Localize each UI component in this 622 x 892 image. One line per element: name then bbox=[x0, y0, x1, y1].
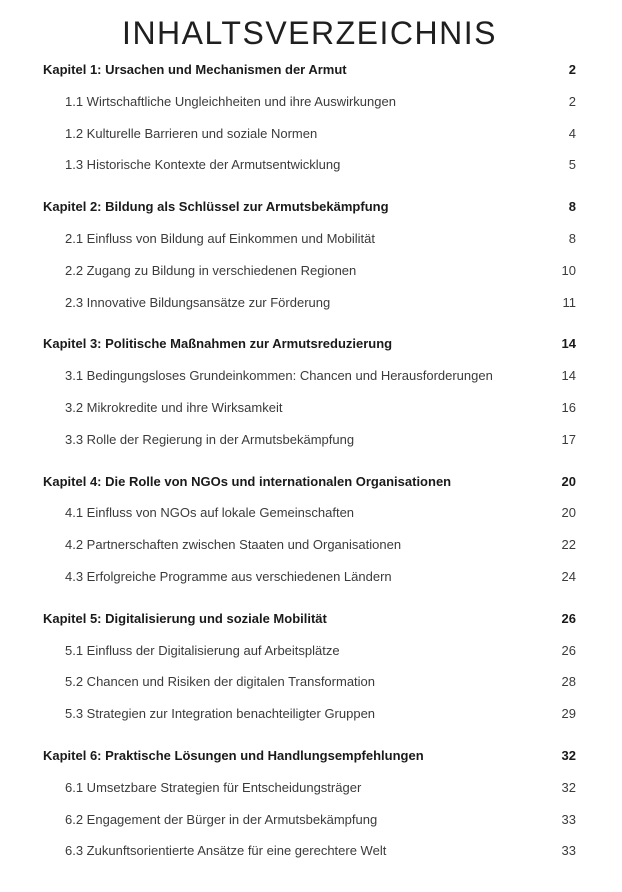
toc-entry-page-number: 5 bbox=[568, 157, 576, 173]
toc-entry-label: 3.3 Rolle der Regierung in der Armutsbekämpfung bbox=[65, 431, 355, 447]
toc-entry-page-number: 24 bbox=[561, 568, 576, 584]
toc-entry-row bbox=[43, 835, 576, 867]
toc-chapter-label: Kapitel 5: Digitalisierung und soziale Mobilität bbox=[43, 610, 327, 626]
page-title: INHALTSVERZEICHNIS bbox=[122, 15, 497, 51]
toc-entry-row bbox=[43, 804, 576, 836]
toc-chapter-page-number: 32 bbox=[561, 747, 576, 763]
toc-entry-row bbox=[43, 392, 576, 424]
toc-entry-page-number: 2 bbox=[568, 93, 576, 109]
toc-entry-label: 6.1 Umsetzbare Strategien für Entscheidungsträger bbox=[65, 779, 362, 795]
toc-section bbox=[43, 603, 576, 730]
toc-entry-page-number: 11 bbox=[562, 294, 576, 310]
toc-chapter-page-number: 2 bbox=[568, 62, 576, 77]
toc-page bbox=[0, 13, 622, 892]
toc-entry-label: 6.3 Zukunftsorientierte Ansätze für eine gerechtere Welt bbox=[65, 843, 387, 859]
toc-chapter-row bbox=[43, 466, 576, 498]
toc-section bbox=[43, 740, 576, 867]
toc-entry-label: 2.1 Einfluss von Bildung auf Einkommen und Mobilität bbox=[65, 230, 376, 246]
toc-entry-label: 6.2 Engagement der Bürger in der Armutsbekämpfung bbox=[65, 811, 378, 827]
toc-section bbox=[43, 328, 576, 455]
toc-entry-label: 4.3 Erfolgreiche Programme aus verschiedenen Ländern bbox=[65, 568, 392, 584]
toc-entry-row bbox=[43, 772, 576, 804]
toc-entry-row bbox=[43, 666, 576, 698]
toc-entry-label: 3.1 Bedingungsloses Grundeinkommen: Chancen und Herausforderungen bbox=[65, 368, 493, 384]
toc-entry-label: 1.3 Historische Kontexte der Armutsentwicklung bbox=[65, 157, 341, 173]
toc-chapter-label: Kapitel 3: Politische Maßnahmen zur Armutsreduzierung bbox=[43, 336, 393, 352]
toc-entry-page-number: 17 bbox=[561, 431, 576, 447]
toc-entry-label: 4.1 Einfluss von NGOs auf lokale Gemeinschaften bbox=[65, 505, 355, 521]
toc-entry-page-number: 16 bbox=[561, 399, 576, 415]
toc-chapter-label: Kapitel 6: Praktische Lösungen und Handlungsempfehlungen bbox=[43, 747, 424, 763]
toc-chapter-row bbox=[43, 328, 576, 360]
toc-entry-label: 1.2 Kulturelle Barrieren und soziale Normen bbox=[65, 125, 318, 141]
toc-chapter-row bbox=[43, 740, 576, 772]
toc-chapter-page-number: 26 bbox=[561, 610, 576, 626]
toc-entry-label: 2.3 Innovative Bildungsansätze zur Förderung bbox=[65, 294, 331, 310]
toc-entry-row bbox=[43, 561, 576, 593]
toc-entry-row bbox=[43, 118, 576, 150]
toc-chapter-page-number: 14 bbox=[561, 336, 576, 352]
toc-section bbox=[43, 466, 576, 593]
toc-entry-page-number: 26 bbox=[561, 642, 576, 658]
toc-chapter-label: Kapitel 4: Die Rolle von NGOs und internationalen Organisationen bbox=[43, 473, 452, 489]
toc-entry-label: 3.2 Mikrokredite und ihre Wirksamkeit bbox=[65, 399, 283, 415]
toc-entry-label: 4.2 Partnerschaften zwischen Staaten und Organisationen bbox=[65, 537, 402, 553]
toc-chapter-row bbox=[43, 191, 576, 223]
toc-entry-page-number: 22 bbox=[561, 537, 576, 553]
toc-entry-label: 1.1 Wirtschaftliche Ungleichheiten und ihre Auswirkungen bbox=[65, 93, 396, 109]
toc-entry-row bbox=[43, 287, 576, 319]
toc-entry-label: 5.2 Chancen und Risiken der digitalen Transformation bbox=[65, 674, 376, 690]
toc-entry-row bbox=[43, 255, 576, 287]
toc-entry-row bbox=[43, 635, 576, 667]
toc-entry-label: 5.3 Strategien zur Integration benachteiligter Gruppen bbox=[65, 706, 376, 722]
toc-entry-page-number: 10 bbox=[561, 262, 576, 278]
toc-entry-row bbox=[43, 529, 576, 561]
toc-chapter-page-number: 8 bbox=[568, 199, 576, 215]
toc-entry-row bbox=[43, 424, 576, 456]
toc-chapter-row bbox=[43, 54, 576, 86]
toc-sections bbox=[43, 54, 576, 867]
toc-entry-label: 2.2 Zugang zu Bildung in verschiedenen Regionen bbox=[65, 262, 357, 278]
toc-entry-page-number: 28 bbox=[561, 674, 576, 690]
toc-chapter-label: Kapitel 1: Ursachen und Mechanismen der Armut bbox=[43, 62, 347, 77]
toc-entry-page-number: 4 bbox=[568, 125, 576, 141]
toc-entry-row bbox=[43, 86, 576, 118]
toc-entry-row bbox=[43, 360, 576, 392]
toc-entry-row bbox=[43, 223, 576, 255]
toc-entry-page-number: 20 bbox=[561, 505, 576, 521]
toc-section bbox=[43, 191, 576, 318]
toc-entry-row bbox=[43, 698, 576, 730]
toc-entry-row bbox=[43, 497, 576, 529]
toc-entry-row bbox=[43, 149, 576, 181]
toc-entry-page-number: 32 bbox=[561, 779, 576, 795]
toc-entry-page-number: 33 bbox=[561, 843, 576, 859]
toc-entry-label: 5.1 Einfluss der Digitalisierung auf Arbeitsplätze bbox=[65, 642, 340, 658]
toc-entry-page-number: 29 bbox=[561, 706, 576, 722]
toc-chapter-row bbox=[43, 603, 576, 635]
toc-section bbox=[43, 54, 576, 181]
toc-chapter-page-number: 20 bbox=[561, 473, 576, 489]
toc-entry-page-number: 8 bbox=[568, 230, 576, 246]
toc-entry-page-number: 33 bbox=[561, 811, 576, 827]
toc-chapter-label: Kapitel 2: Bildung als Schlüssel zur Armutsbekämpfung bbox=[43, 199, 389, 215]
toc-entry-page-number: 14 bbox=[561, 368, 576, 384]
